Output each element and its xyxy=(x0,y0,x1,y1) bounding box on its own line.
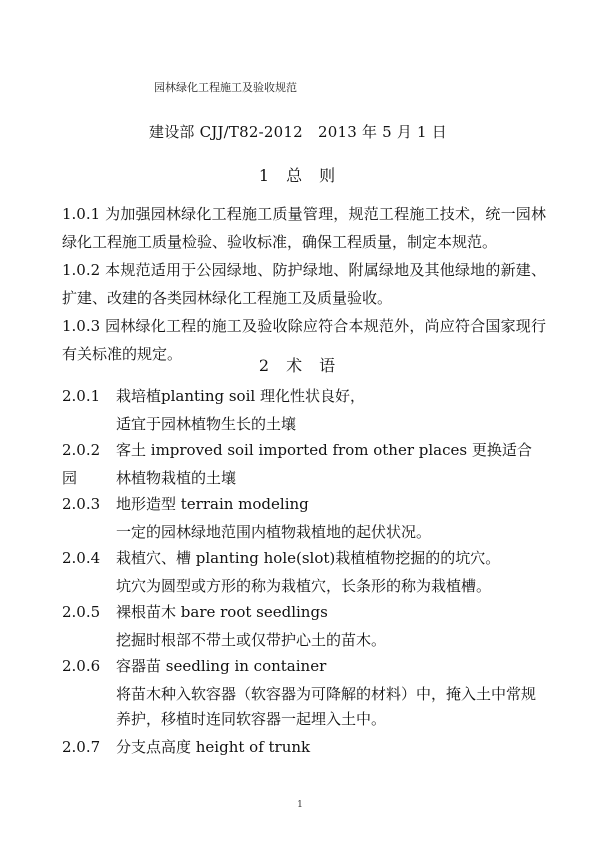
term-title: 栽植穴、槽 planting hole(slot)栽植植物挖掘的的坑穴。 xyxy=(116,549,501,567)
term-2-0-4 xyxy=(62,544,546,572)
term-definition: 坑穴为圆型或方形的称为栽植穴，长条形的称为栽植槽。 xyxy=(116,577,492,595)
term-number: 2.0.7 xyxy=(62,738,101,756)
term-number: 2.0.3 xyxy=(62,495,101,513)
term-number: 2.0.4 xyxy=(62,549,101,567)
term-definition: 适宜于园林植物生长的土壤 xyxy=(116,415,297,433)
term-number: 2.0.6 xyxy=(62,657,101,675)
term-definition: 挖掘时根部不带土或仅带护心土的苗木。 xyxy=(116,631,387,649)
term-number: 2.0.5 xyxy=(62,603,101,621)
term-2-0-3 xyxy=(62,490,546,518)
term-number: 2.0.2 xyxy=(62,441,101,459)
document-title: 园林绿化工程施工及验收规范 xyxy=(154,81,297,94)
section-heading-terms: 2 术 语 xyxy=(258,356,342,375)
term-definition: 一定的园林绿地范围内植物栽植地的起伏状况。 xyxy=(116,523,432,541)
term-title: 栽培植planting soil 理化性状良好， xyxy=(116,387,365,405)
clause-1-0-1: 1.0.1 为加强园林绿化工程施工质量管理，规范工程施工技术，统一园林绿化工程施工质量检验、验收标准，确保工程质量，制定本规范。 xyxy=(62,205,546,251)
term-2-0-5 xyxy=(62,598,546,626)
term-definition: 林植物栽植的土壤 xyxy=(116,469,237,487)
term-title: 地形造型 terrain modeling xyxy=(116,495,309,513)
term-title: 客土 improved soil imported from other places 更换适合园 xyxy=(62,441,532,487)
term-number: 2.0.1 xyxy=(62,387,101,405)
term-title: 裸根苗木 bare root seedlings xyxy=(116,603,328,621)
clause-1-0-2: 1.0.2 本规范适用于公园绿地、防护绿地、附属绿地及其他绿地的新建、扩建、改建的各类园林绿化工程施工及质量验收。 xyxy=(62,261,546,307)
term-2-0-6 xyxy=(62,652,546,680)
term-2-0-7 xyxy=(62,733,546,761)
term-title: 容器苗 seedling in container xyxy=(116,657,327,675)
term-2-0-1 xyxy=(62,382,546,410)
document-issuer-line: 建设部 CJJ/T82-2012 2013 年 5 月 1 日 xyxy=(149,123,447,141)
term-title: 分支点高度 height of trunk xyxy=(116,738,311,756)
clause-1-0-3: 1.0.3 园林绿化工程的施工及验收除应符合本规范外，尚应符合国家现行有关标准的规定。 xyxy=(62,317,546,363)
section-heading-general: 1 总 则 xyxy=(258,166,342,185)
term-definition: 将苗木种入软容器（软容器为可降解的材料）中，掩入土中常规 xyxy=(116,685,537,703)
term-definition: 养护，移植时连同软容器一起埋入土中。 xyxy=(116,710,387,728)
page-number: 1 xyxy=(297,800,303,810)
